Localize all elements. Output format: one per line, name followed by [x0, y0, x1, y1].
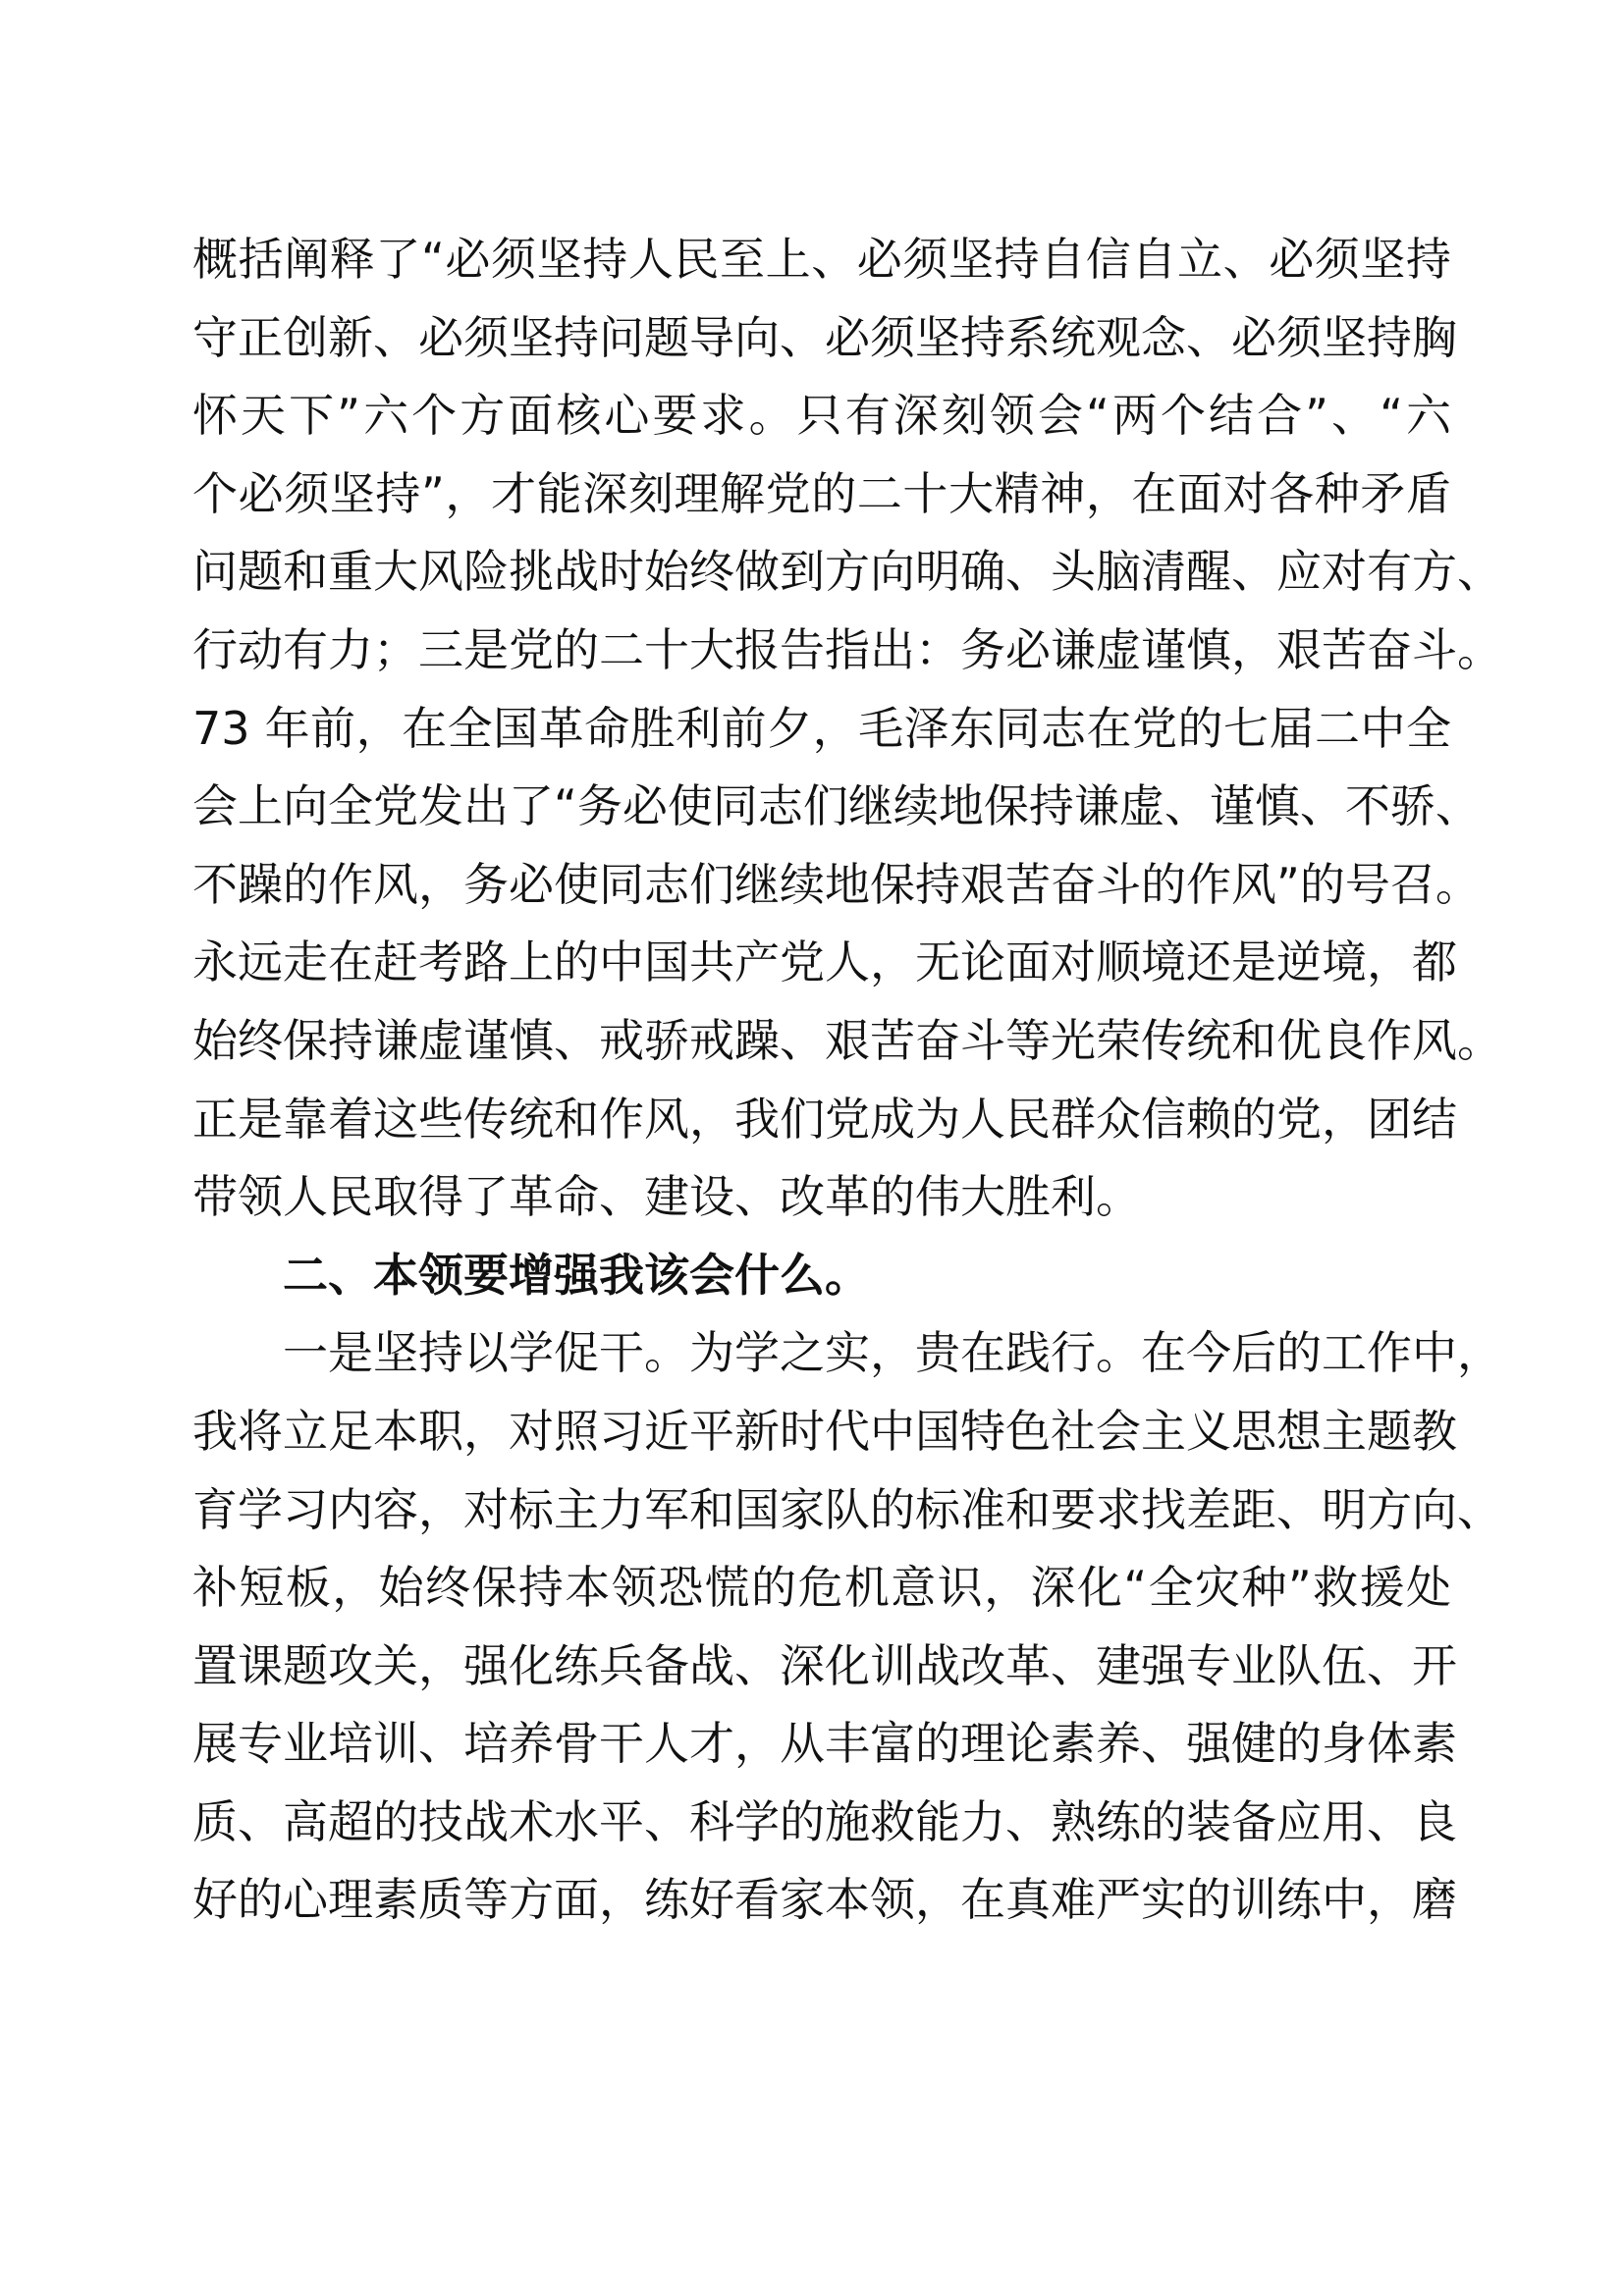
text-line: 概括阐释了“必须坚持人民至上、必须坚持自信自立、必须坚持 [192, 233, 1451, 286]
text-line: 始终保持谦虚谨慎、戒骄戒躁、艰苦奋斗等光荣传统和优良作风。 [192, 1013, 1502, 1067]
text-line: 质、高超的技战术水平、科学的施救能力、熟练的装备应用、良 [192, 1794, 1457, 1848]
section-heading: 二、本领要增强我该会什么。 [283, 1248, 870, 1302]
text-line: 置课题攻关，强化练兵备战、深化训战改革、建强专业队伍、开 [192, 1638, 1457, 1692]
text-line: 正是靠着这些传统和作风，我们党成为人民群众信赖的党，团结 [192, 1092, 1457, 1146]
text-line: 73 年前，在全国革命胜利前夕，毛泽东同志在党的七届二中全 [192, 701, 1451, 755]
text-line: 会上向全党发出了“务必使同志们继续地保持谦虚、谨慎、不骄、 [192, 779, 1481, 833]
text-line: 行动有力；三是党的二十大报告指出：务必谦虚谨慎，艰苦奋斗。 [192, 622, 1502, 676]
document-body [192, 221, 1502, 1940]
text-line: 永远走在赶考路上的中国共产党人，无论面对顺境还是逆境，都 [192, 935, 1457, 989]
text-line: 我将立足本职，对照习近平新时代中国特色社会主义思想主题教 [192, 1404, 1457, 1458]
text-line: 展专业培训、培养骨干人才，从丰富的理论素养、强健的身体素 [192, 1717, 1457, 1771]
text-line: 问题和重大风险挑战时始终做到方向明确、头脑清醒、应对有方、 [192, 545, 1502, 599]
text-line: 补短板，始终保持本领恐慌的危机意识，深化“全灾种”救援处 [192, 1561, 1451, 1615]
text-line: 个必须坚持”，才能深刻理解党的二十大精神，在面对各种矛盾 [192, 466, 1451, 520]
text-line: 育学习内容，对标主力军和国家队的标准和要求找差距、明方向、 [192, 1482, 1502, 1536]
text-line: 一是坚持以学促干。为学之实，贵在践行。在今后的工作中， [283, 1326, 1502, 1380]
text-line: 不躁的作风，务必使同志们继续地保持艰苦奋斗的作风”的号召。 [192, 857, 1481, 911]
text-line: 好的心理素质等方面，练好看家本领，在真难严实的训练中，磨 [192, 1873, 1457, 1927]
text-line: 带领人民取得了革命、建设、改革的伟大胜利。 [192, 1170, 1141, 1224]
text-line: 怀天下”六个方面核心要求。只有深刻领会“两个结合”、“六 [192, 389, 1451, 443]
text-line: 守正创新、必须坚持问题导向、必须坚持系统观念、必须坚持胸 [192, 310, 1457, 364]
